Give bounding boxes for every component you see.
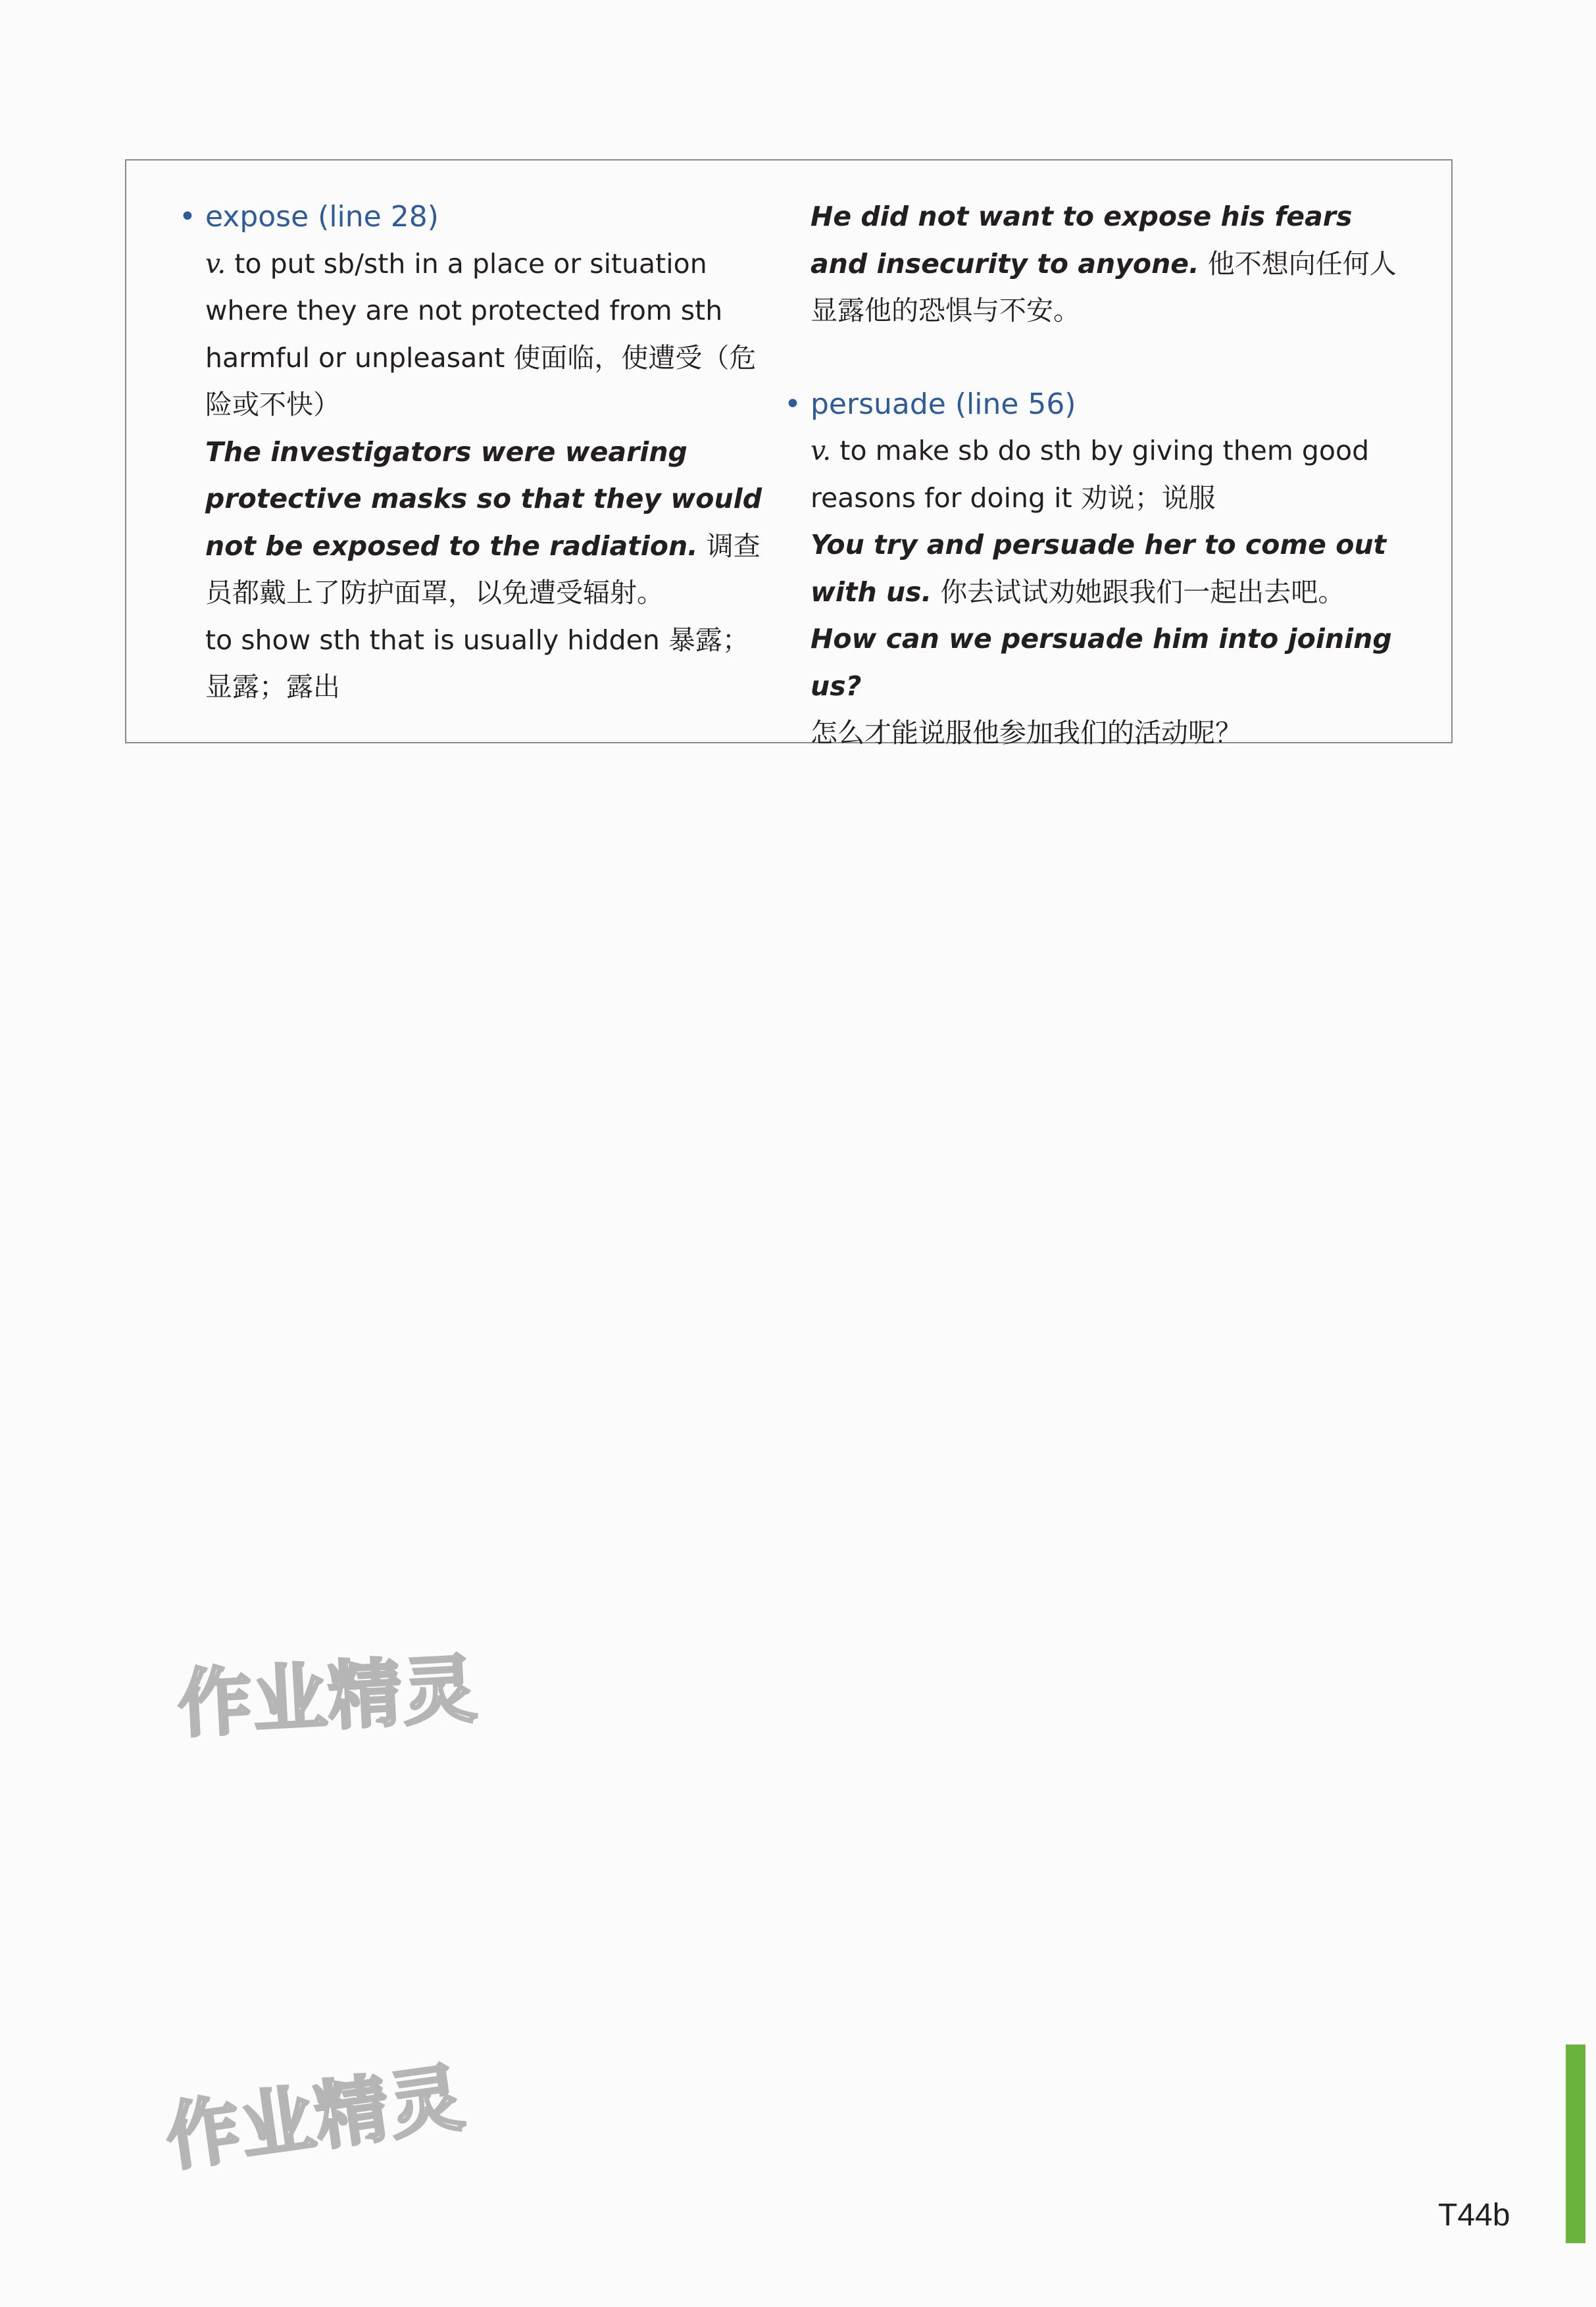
definition-translation: 使面临，使遭受（危险或不快） — [205, 341, 757, 420]
part-of-speech: v. — [205, 247, 226, 280]
entry-headword-persuade — [784, 381, 1403, 428]
example-translation: 你去试试劝她跟我们一起出去吧。 — [932, 576, 1345, 608]
example-translation: 怎么才能说服他参加我们的活动呢？ — [810, 717, 1242, 749]
definition-text: to put sb/sth in a place or situation where they are not protected from sth harmful or unpleasant — [205, 247, 723, 374]
example-sentence: How can we persuade him into joining us? — [810, 623, 1392, 702]
headword-text: persuade (line 56) — [810, 387, 1076, 421]
left-column — [179, 193, 771, 711]
watermark-logo: 作业精灵 — [176, 1647, 480, 1748]
section-tab-marker — [1566, 2045, 1585, 2243]
bullet-icon: • — [784, 387, 801, 421]
example-sentence: The investigators were wearing protective masks so that they would not be exposed to the radiation. — [205, 435, 762, 562]
definition-3 — [810, 428, 1403, 522]
example-translation: 他不想向任何人显露他的恐惧与不安。 — [810, 247, 1397, 326]
definition-1 — [179, 241, 771, 429]
example-2 — [810, 193, 1403, 335]
headword-text: expose (line 28) — [205, 200, 439, 234]
example-1 — [179, 429, 771, 617]
definition-translation: 劝说；说服 — [1080, 482, 1216, 514]
vocabulary-box — [125, 159, 1453, 749]
part-of-speech: v. — [810, 435, 832, 466]
example-4 — [810, 616, 1403, 757]
example-sentence: You try and persuade her to come out with us. — [810, 529, 1387, 608]
watermark-logo: 作业精灵 — [161, 2054, 470, 2182]
definition-2 — [179, 617, 771, 711]
definition-text: to show sth that is usually hidden — [205, 624, 668, 656]
entry-headword-expose — [179, 193, 771, 241]
example-3 — [810, 522, 1403, 616]
definition-text: to make sb do sth by giving them good reasons for doing it — [810, 435, 1370, 514]
definition-translation: 暴露；显露；露出 — [205, 624, 749, 703]
bullet-icon: • — [179, 200, 196, 234]
page-number: T44b — [1438, 2198, 1510, 2233]
right-column — [784, 193, 1403, 757]
example-translation: 调查员都戴上了防护面罩，以免遭受辐射。 — [205, 530, 761, 608]
entry-spacer — [810, 335, 1403, 381]
example-sentence: He did not want to expose his fears and insecurity to anyone. — [810, 201, 1353, 280]
